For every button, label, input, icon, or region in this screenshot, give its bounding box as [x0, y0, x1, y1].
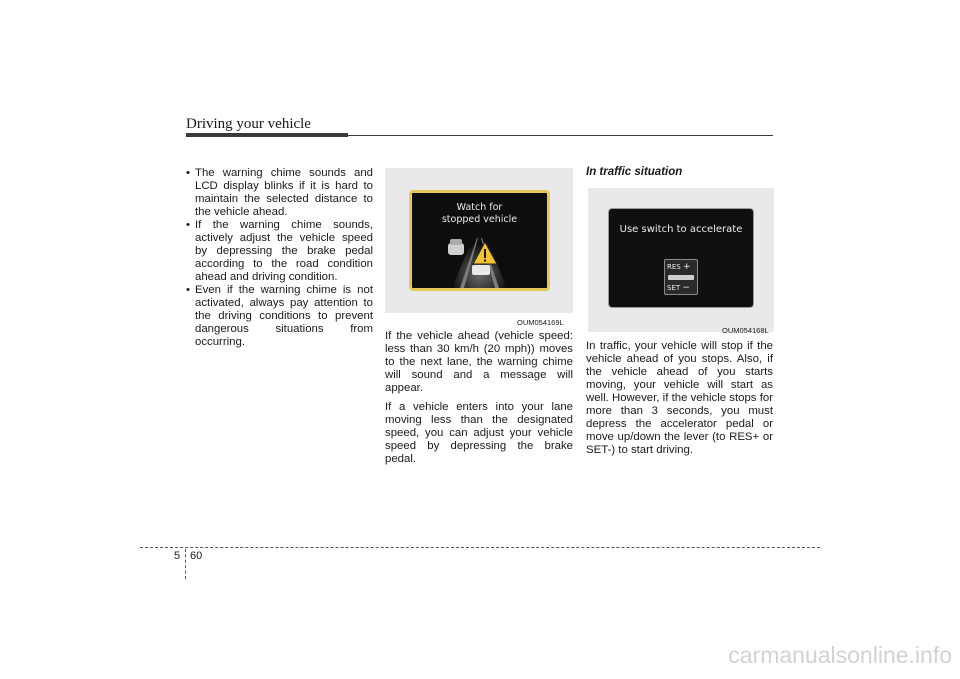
- bullet-item: [186, 219, 373, 284]
- bullet-dot: •: [186, 219, 190, 231]
- screen-message-line-2: stopped vehicle: [441, 214, 518, 225]
- warning-triangle-icon: [472, 241, 498, 265]
- figure-code: OUM054168L: [722, 326, 769, 335]
- bullet-dot: •: [186, 167, 190, 179]
- screen-message: Use switch to accelerate: [619, 224, 743, 235]
- bullet-item: [186, 284, 373, 349]
- plus-sign: +: [682, 262, 691, 272]
- column-2: [385, 330, 573, 472]
- bullet-text: The warning chime sounds and LCD display blinks if it is hard to maintain the selected distance to the vehicle ahead.: [195, 167, 373, 218]
- figure-code: OUM054169L: [517, 318, 564, 327]
- header-title: Driving your vehicle: [186, 116, 311, 132]
- section-heading: In traffic situation: [586, 166, 683, 178]
- column-1: [186, 167, 373, 349]
- set-label: SET: [667, 284, 681, 292]
- cluster-display: [409, 190, 550, 291]
- paragraph: If a vehicle enters into your lane moving less than the designated speed, you can adjust your vehicle speed by depressing the brake pedal.: [385, 401, 573, 465]
- set-label-row: [667, 283, 690, 293]
- bullet-text: If the warning chime sounds, actively adjust the vehicle speed by depressing the brake pedal according to the road condition ahead and driving condition.: [195, 219, 373, 283]
- header-rule-thick: [186, 133, 348, 137]
- res-label-row: [667, 262, 691, 272]
- figure-watch-for-stopped-vehicle: [385, 168, 573, 313]
- screen-message: [412, 202, 547, 226]
- bullet-text: Even if the warning chime is not activated, always pay attention to the driving conditions to prevent dangerous situations from occurring.: [195, 284, 373, 348]
- page-number: 60: [190, 550, 203, 562]
- paragraph: In traffic, your vehicle will stop if the vehicle ahead of you stops. Also, if the vehicle ahead of you starts moving, your vehicle will start as well. However, if the vehicle stops for more than 3 seconds, you must depress the accelerator pedal or move up/down the lever (to RES+ or SET-) to start driving.: [586, 340, 773, 456]
- bullet-item: [186, 167, 373, 219]
- column-3: [586, 340, 773, 463]
- lever-switch-icon: [664, 259, 698, 295]
- figure-use-switch-to-accelerate: [588, 188, 774, 332]
- paragraph: If the vehicle ahead (vehicle speed: less than 30 km/h (20 mph)) moves to the next lane, the warning chime will sound and a message will appear.: [385, 330, 573, 394]
- res-label: RES: [667, 263, 681, 271]
- header-rule-thin: [348, 135, 773, 136]
- watermark: carmanualsonline.info: [728, 642, 952, 668]
- lever-bar: [668, 275, 694, 280]
- bullet-dot: •: [186, 284, 190, 296]
- screen-message-line-1: Watch for: [456, 202, 503, 213]
- minus-sign: −: [682, 283, 690, 293]
- footer-rule: [140, 547, 820, 548]
- cluster-display: [608, 208, 754, 308]
- chapter-number: 5: [174, 550, 181, 562]
- footer-divider: [185, 549, 186, 579]
